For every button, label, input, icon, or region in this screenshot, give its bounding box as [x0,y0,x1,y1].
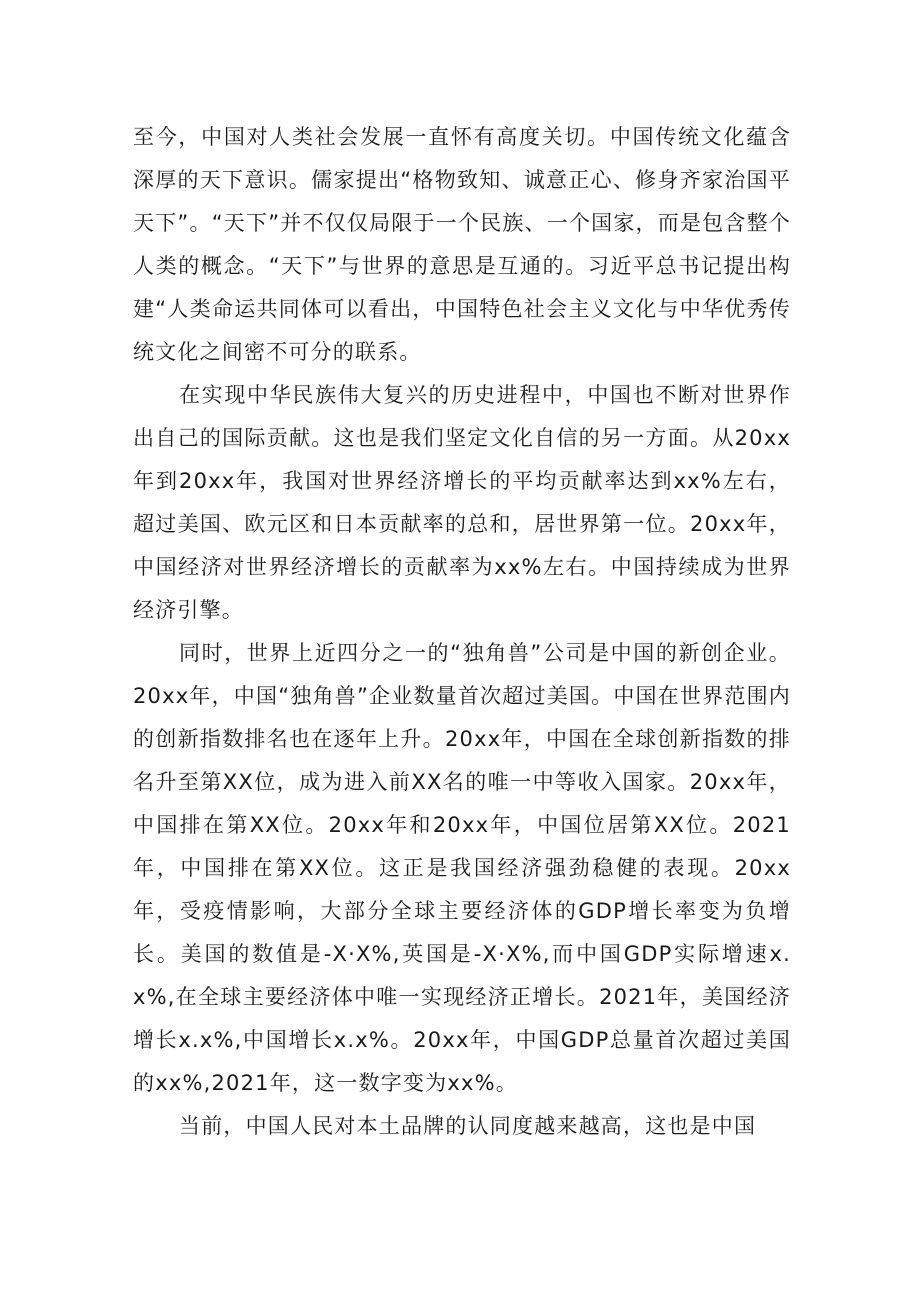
document-body [133,116,791,1148]
paragraph-1: 至今，中国对人类社会发展一直怀有高度关切。中国传统文化蕴含深厚的天下意识。儒家提出“格物致知、诚意正心、修身齐家治国平天下”。“天下”并不仅仅局限于一个民族、一个国家，而是包含整个人类的概念。“天下”与世界的意思是互通的。习近平总书记提出构建“人类命运共同体可以看出，中国特色社会主义文化与中华优秀传统文化之间密不可分的联系。 [133,125,791,364]
paragraph-3: 同时，世界上近四分之一的“独角兽”公司是中国的新创企业。20xx年，中国“独角兽”企业数量首次超过美国。中国在世界范围内的创新指数排名也在逐年上升。20xx年，中国在全球创新指数的排名升至第XX位，成为进入前XX名的唯一中等收入国家。20xx年，中国排在第XX位。20xx年和20xx年，中国位居第XX位。2021年，中国排在第XX位。这正是我国经济强劲稳健的表现。20xx年，受疫情影响，大部分全球主要经济体的GDP增长率变为负增长。美国的数值是-X·X%,英国是-X·X%,而中国GDP实际增速x.x%,在全球主要经济体中唯一实现经济正增长。2021年，美国经济增长x.x%,中国增长x.x%。20xx年，中国GDP总量首次超过美国的xx%,2021年，这一数字变为xx%。 [133,641,791,1095]
paragraph-2: 在实现中华民族伟大复兴的历史进程中，中国也不断对世界作出自己的国际贡献。这也是我们坚定文化自信的另一方面。从20xx年到20xx年，我国对世界经济增长的平均贡献率达到xx%左右，超过美国、欧元区和日本贡献率的总和，居世界第一位。20xx年，中国经济对世界经济增长的贡献率为xx%左右。中国持续成为世界经济引擎。 [133,383,791,622]
paragraph-4: 当前，中国人民对本土品牌的认同度越来越高，这也是中国 [179,1114,757,1138]
